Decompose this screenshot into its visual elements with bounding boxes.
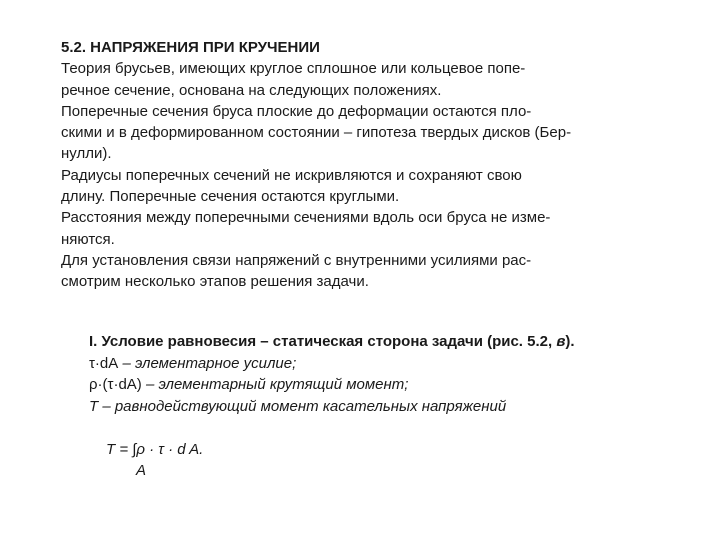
text-line: Расстояния между поперечными сечениями вдоль оси бруса не изме- — [61, 209, 551, 227]
text-line: няются. — [61, 230, 115, 248]
text-line: Теория брусьев, имеющих круглое сплошное или кольцевое попе- — [61, 60, 526, 78]
heading-figure-ref: в — [556, 333, 566, 350]
section-title: 5.2. НАПРЯЖЕНИЯ ПРИ КРУЧЕНИИ — [61, 39, 320, 56]
elementary-force-line — [89, 353, 689, 375]
equilibrium-block — [89, 331, 689, 417]
text-line: Поперечные сечения бруса плоские до деформации остаются пло- — [61, 102, 532, 120]
text-line: скими и в деформированном состоянии – гипотеза твердых дисков (Бер- — [61, 124, 572, 142]
text-line: длину. Поперечные сечения остаются круглыми. — [61, 188, 400, 206]
heading-text: I. Условие равновесия – статическая сторона задачи (рис. 5.2, — [89, 333, 557, 350]
equilibrium-heading — [89, 331, 689, 353]
elementary-moment-text: – элементарный крутящий момент; — [141, 376, 409, 393]
elementary-force-symbol: τ·dA — [89, 354, 119, 372]
elementary-moment-line — [89, 374, 689, 396]
text-line: смотрим несколько этапов решения задачи. — [61, 273, 369, 291]
formula-integration-domain: A — [136, 462, 147, 479]
resultant-moment-line: T – равнодействующий момент касательных напряжений — [89, 397, 507, 415]
text-line: нулли). — [61, 145, 112, 163]
text-line: речное сечение, основана на следующих положениях. — [61, 81, 442, 99]
torque-formula — [106, 439, 203, 481]
formula-main: T = ∫ρ · τ · d A. — [106, 441, 204, 458]
text-line: Для установления связи напряжений с внутренними усилиями рас- — [61, 251, 532, 269]
intro-text-block — [61, 37, 661, 293]
elementary-moment-symbol: ρ·(τ·dA) — [89, 376, 142, 393]
elementary-force-text: – элементарное усилие; — [118, 354, 297, 372]
heading-end: ). — [565, 333, 575, 350]
text-line: Радиусы поперечных сечений не искривляются и сохраняют свою — [61, 166, 522, 184]
